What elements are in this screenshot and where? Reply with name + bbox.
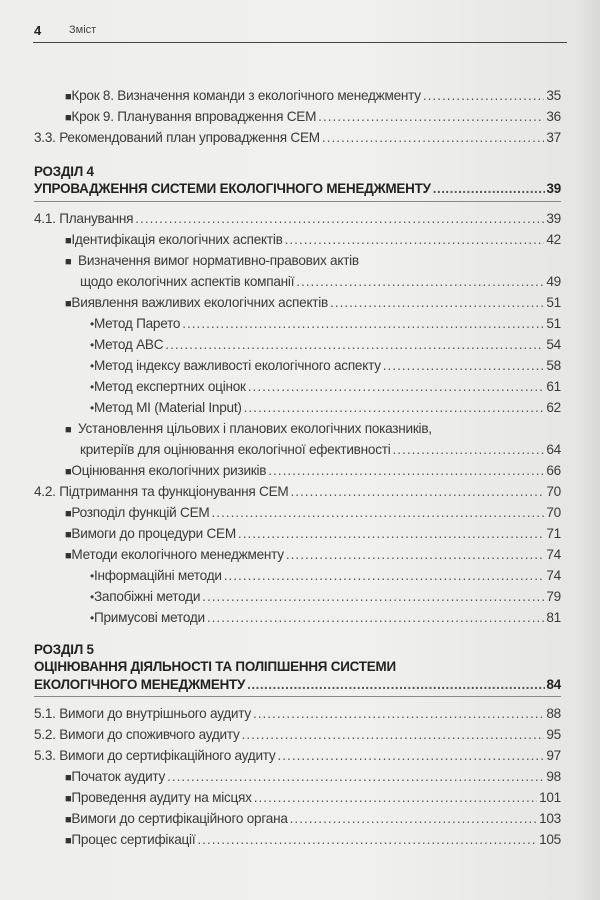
dot-leader (318, 106, 544, 127)
toc-entry[interactable] (34, 208, 561, 229)
entry-title: Вимоги до сертифікаційного органа (71, 811, 288, 826)
toc-entry-line (34, 292, 561, 313)
entry-title: Початок аудиту (71, 769, 166, 784)
page-ref: 105 (539, 832, 561, 847)
page-ref: 98 (546, 769, 561, 784)
square-bullet-icon: ■ (65, 507, 72, 520)
entry-title-continued: щодо екологічних аспектів компанії (80, 273, 295, 289)
entry-title: Оцінювання екологічних ризиків (71, 462, 267, 478)
dot-leader (383, 355, 545, 376)
toc-entry-line (34, 271, 561, 292)
page-ref: 61 (546, 378, 561, 394)
toc-entry-line (34, 106, 561, 127)
dot-leader (296, 271, 544, 292)
toc-entry[interactable] (34, 376, 561, 397)
dot-leader (285, 229, 545, 250)
entry-title: 3.3. Рекомендований план упровадження СЕМ (34, 129, 320, 145)
page-ref: 101 (539, 790, 561, 805)
running-header (33, 20, 567, 43)
dot-leader (254, 787, 537, 808)
round-bullet-icon: • (90, 379, 94, 394)
toc-entry[interactable] (34, 127, 561, 148)
entry-title: Методи екологічного менеджменту (71, 546, 284, 562)
entry-title: 5.1. Вимоги до внутрішнього аудиту (34, 706, 251, 721)
page-ref: 51 (546, 294, 561, 310)
chapter-heading-line (34, 658, 561, 676)
chapter-heading (34, 641, 561, 698)
page-ref: 54 (546, 336, 561, 352)
dot-leader (290, 481, 544, 502)
entry-title: Вимоги до процедури СЕМ (71, 525, 236, 541)
toc-entry[interactable] (34, 502, 561, 523)
chapter-heading (34, 163, 561, 202)
entry-title: 4.2. Підтримання та функціонування СЕМ (34, 483, 289, 499)
round-bullet-icon: • (90, 400, 94, 415)
dot-leader (207, 607, 545, 628)
toc-entry-line (34, 418, 561, 439)
page-ref: 37 (546, 129, 561, 145)
page-ref: 70 (546, 504, 561, 520)
dot-leader (211, 502, 544, 523)
entry-title: 5.3. Вимоги до сертифікаційного аудиту (34, 748, 276, 763)
chapter-heading-line (34, 641, 561, 659)
dot-leader (135, 208, 544, 229)
toc-entry[interactable] (34, 607, 561, 628)
entry-title: Виявлення важливих екологічних аспектів (71, 294, 329, 310)
toc-entry[interactable] (34, 586, 561, 607)
square-bullet-icon: ■ (65, 111, 72, 124)
square-bullet-icon: ■ (65, 814, 72, 826)
entry-title: Метод Парето (93, 315, 181, 331)
dot-leader (286, 544, 545, 565)
page-ref: 95 (546, 727, 561, 742)
square-bullet-icon: ■ (65, 255, 72, 268)
entry-title: Ідентифікація екологічних аспектів (71, 231, 283, 247)
toc-entry[interactable] (34, 724, 561, 745)
toc-entry[interactable] (34, 106, 561, 127)
dot-leader (253, 703, 544, 724)
dot-leader (202, 586, 544, 607)
toc-entry[interactable] (34, 829, 561, 850)
round-bullet-icon: • (90, 358, 94, 373)
toc-entry-line (34, 313, 561, 334)
dot-leader (224, 565, 545, 586)
page-ref: 74 (546, 546, 561, 562)
toc-entry-line (34, 745, 561, 766)
round-bullet-icon: • (90, 316, 94, 331)
toc-entry[interactable] (34, 460, 561, 481)
page-ref: 97 (546, 748, 561, 763)
toc-entry-line (34, 250, 561, 271)
toc-entry-line (34, 544, 561, 565)
toc-entry-line (34, 127, 561, 148)
square-bullet-icon: ■ (65, 297, 72, 310)
entry-title: Процес сертифікації (71, 832, 196, 847)
page-ref: 74 (546, 567, 561, 583)
toc-entry[interactable] (34, 565, 561, 586)
dot-leader (197, 829, 537, 850)
toc-entry-line (34, 208, 561, 229)
toc-entry-line (34, 439, 561, 460)
toc-entry[interactable] (34, 787, 561, 808)
toc-entry[interactable] (34, 745, 561, 766)
page-ref: 66 (546, 462, 561, 478)
chapter-heading-line (34, 180, 561, 198)
page-ref: 36 (546, 108, 561, 124)
toc-entry[interactable] (34, 355, 561, 376)
dot-leader (330, 292, 544, 313)
toc-entry-line (34, 787, 561, 808)
square-bullet-icon: ■ (65, 835, 72, 847)
toc-entry[interactable] (34, 229, 561, 250)
page-ref: 79 (546, 588, 561, 604)
toc-entry-line (34, 766, 561, 787)
chapter-title-text: РОЗДІЛ 4 (34, 163, 94, 179)
chapter-title-text: ОЦІНЮВАННЯ ДІЯЛЬНОСТІ ТА ПОЛІПШЕННЯ СИСТЕМИ (34, 659, 396, 674)
toc-entry[interactable] (34, 766, 561, 787)
square-bullet-icon: ■ (65, 465, 72, 478)
square-bullet-icon: ■ (65, 549, 72, 562)
toc-entry-line (34, 703, 561, 724)
dot-leader (322, 127, 544, 148)
toc-entry-line (34, 586, 561, 607)
page-ref: 84 (546, 676, 561, 692)
square-bullet-icon: ■ (65, 423, 72, 436)
page-ref: 81 (546, 609, 561, 625)
entry-title: Метод індексу важливості екологічного аспекту (93, 357, 381, 373)
square-bullet-icon: ■ (65, 528, 72, 541)
entry-title: Метод ABC (93, 336, 164, 352)
entry-title: 4.1. Планування (34, 210, 134, 226)
page-ref: 49 (546, 273, 561, 289)
toc-entry-line (34, 229, 561, 250)
toc-entry[interactable] (34, 334, 561, 355)
dot-leader (277, 745, 544, 766)
toc-entry-line (34, 829, 561, 850)
page-ref: 42 (546, 231, 561, 247)
page-ref: 35 (546, 87, 561, 103)
toc-entry-line (34, 565, 561, 586)
toc-entry-line (34, 481, 561, 502)
entry-title: Крок 8. Визначення команди з екологічного менеджменту (71, 87, 421, 103)
entry-title: Інформаційні методи (93, 567, 222, 583)
page-ref: 103 (539, 811, 561, 826)
round-bullet-icon: • (90, 589, 94, 604)
entry-title: Проведення аудиту на місцях (71, 790, 252, 805)
toc-entry[interactable] (34, 481, 561, 502)
dot-leader (238, 523, 544, 544)
page-ref: 51 (546, 315, 561, 331)
round-bullet-icon: • (90, 337, 94, 352)
entry-title: Метод MI (Material Input) (93, 399, 242, 415)
chapter-title-text: РОЗДІЛ 5 (34, 641, 94, 657)
toc-entry-line (34, 523, 561, 544)
dot-leader (244, 397, 545, 418)
chapter-heading-line (34, 163, 561, 181)
entry-title: Визначення вимог нормативно-правових актів (78, 252, 359, 268)
page-ref: 39 (546, 181, 561, 196)
toc-entry-line (34, 607, 561, 628)
round-bullet-icon: • (90, 568, 94, 583)
toc-entry[interactable] (34, 292, 561, 313)
toc-entry-line (34, 85, 561, 106)
toc-entry-line (34, 460, 561, 481)
square-bullet-icon: ■ (65, 772, 72, 784)
toc-entry-line (34, 502, 561, 523)
chapter-title-text: ЕКОЛОГІЧНОГО МЕНЕДЖМЕНТУ (34, 676, 246, 692)
toc-entry[interactable] (34, 523, 561, 544)
toc-entry-line (34, 724, 561, 745)
dot-leader (423, 85, 545, 106)
toc-entry-line (34, 334, 561, 355)
toc-entry-line (34, 376, 561, 397)
page-ref: 88 (546, 706, 561, 721)
dot-leader (165, 334, 544, 355)
round-bullet-icon: • (90, 610, 94, 625)
entry-title: Крок 9. Планування впровадження СЕМ (71, 108, 317, 124)
page-ref: 64 (546, 441, 561, 457)
toc-entry-line (34, 355, 561, 376)
chapter-heading-line (34, 676, 561, 694)
dot-leader (393, 439, 545, 460)
page-number: 4 (34, 23, 42, 38)
page-ref: 39 (546, 210, 561, 226)
entry-title: Установлення цільових і планових екологічних показників, (78, 420, 432, 436)
toc-entry[interactable] (34, 397, 561, 418)
toc-entry[interactable] (34, 703, 561, 724)
entry-title: 5.2. Вимоги до споживчого аудиту (34, 727, 240, 742)
entry-title-continued: критеріїв для оцінювання екологічної ефективності (80, 441, 391, 457)
chapter-title-text: УПРОВАДЖЕННЯ СИСТЕМИ ЕКОЛОГІЧНОГО МЕНЕДЖМЕНТУ (34, 181, 431, 196)
entry-title: Примусові методи (93, 609, 205, 625)
page-ref: 62 (546, 399, 561, 415)
toc-entry[interactable] (34, 544, 561, 565)
toc-entry[interactable] (34, 808, 561, 829)
dot-leader (247, 676, 544, 694)
dot-leader (268, 460, 544, 481)
toc-entry[interactable] (34, 418, 561, 460)
square-bullet-icon: ■ (65, 234, 72, 247)
toc-entry[interactable] (34, 250, 561, 292)
page-ref: 70 (546, 483, 561, 499)
page-ref: 71 (546, 525, 561, 541)
square-bullet-icon: ■ (65, 793, 72, 805)
dot-leader (167, 766, 544, 787)
toc-entry[interactable] (34, 85, 561, 106)
toc-entry-line (34, 808, 561, 829)
running-title: Зміст (69, 24, 97, 36)
dot-leader (290, 808, 537, 829)
entry-title: Розподіл функцій СЕМ (71, 504, 210, 520)
dot-leader (242, 724, 545, 745)
dot-leader (248, 376, 545, 397)
entry-title: Метод експертних оцінок (93, 378, 246, 394)
toc-entry-line (34, 397, 561, 418)
dot-leader (433, 180, 545, 198)
table-of-contents (34, 85, 561, 851)
page-ref: 58 (546, 357, 561, 373)
dot-leader (182, 313, 544, 334)
entry-title: Запобіжні методи (93, 588, 201, 604)
toc-entry[interactable] (34, 313, 561, 334)
square-bullet-icon: ■ (65, 90, 72, 103)
